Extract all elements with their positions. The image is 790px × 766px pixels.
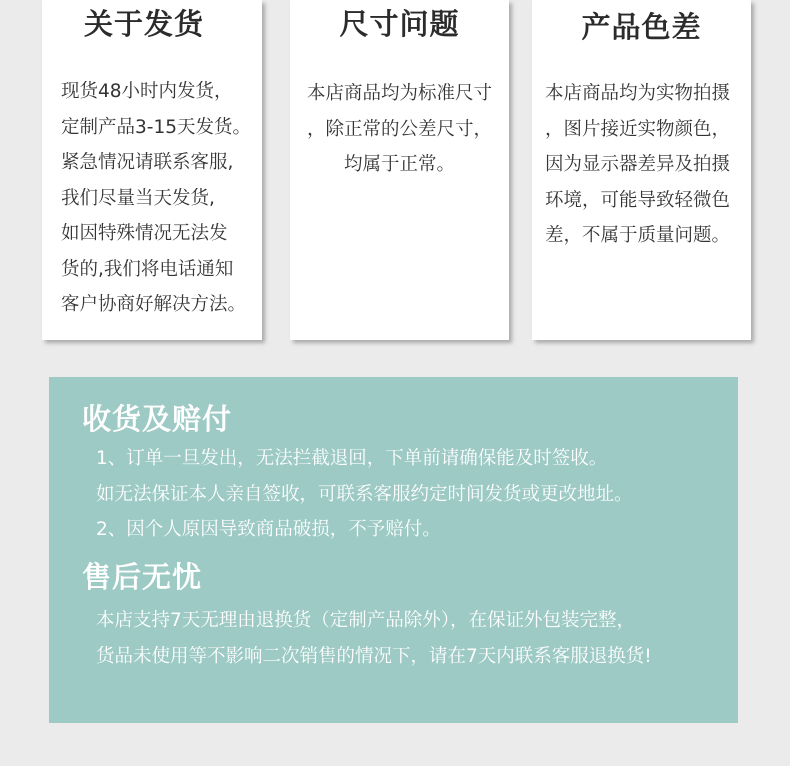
shipping-card-title: 关于发货 bbox=[83, 7, 204, 41]
card-text-line: 货的,我们将电话通知 bbox=[61, 258, 234, 280]
card-text-line: 环境，可能导致轻微色 bbox=[545, 189, 731, 211]
size-card-title: 尺寸问题 bbox=[339, 7, 460, 41]
card-text-line: 紧急情况请联系客服, bbox=[61, 152, 234, 173]
card-text-line: 本店商品均为实物拍摄 bbox=[545, 83, 731, 104]
card-text-line: 本店商品均为标准尺寸 bbox=[306, 83, 492, 104]
card-text-line: 现货48小时内发货， bbox=[61, 81, 233, 102]
policy-text-line: 货品未使用等不影响二次销售的情况下，请在7天内联系客服退换货! bbox=[96, 645, 652, 667]
card-text-line: 因为显示器差异及拍摄 bbox=[545, 154, 731, 175]
card-text-line: ，除正常的公差尺寸， bbox=[306, 118, 492, 140]
color-card-title: 产品色差 bbox=[581, 10, 702, 44]
policy-text-line: 如无法保证本人亲自签收，可联系客服约定时间发货或更改地址。 bbox=[96, 483, 633, 505]
size-info-card bbox=[290, 0, 509, 340]
policy-text-line: 本店支持7天无理由退换货（定制产品除外），在保证外包装完整， bbox=[96, 610, 636, 631]
receipt-compensation-title: 收货及赔付 bbox=[82, 402, 233, 436]
card-text-line: 定制产品3-15天发货。 bbox=[61, 116, 251, 138]
policy-panel bbox=[49, 377, 738, 723]
after-sales-title: 售后无忧 bbox=[82, 560, 203, 594]
color-card-body bbox=[545, 76, 730, 254]
shipping-info-card bbox=[42, 0, 262, 340]
policy-text-line: 2、因个人原因导致商品破损，不予赔付。 bbox=[96, 519, 441, 540]
card-text-line: 客户协商好解决方法。 bbox=[61, 294, 247, 315]
card-text-line: 我们尽量当天发货, bbox=[61, 187, 215, 209]
card-text-line: 如因特殊情况无法发 bbox=[61, 223, 228, 244]
color-difference-card bbox=[532, 0, 751, 340]
card-text-line: 均属于正常。 bbox=[343, 154, 455, 175]
card-text-line: 差，不属于质量问题。 bbox=[545, 225, 731, 246]
receipt-compensation-body bbox=[96, 441, 633, 548]
after-sales-body bbox=[96, 603, 652, 674]
policy-text-line: 1、订单一旦发出，无法拦截退回，下单前请确保能及时签收。 bbox=[96, 448, 608, 469]
card-text-line: ，图片接近实物颜色， bbox=[545, 118, 731, 140]
shipping-card-body bbox=[61, 74, 251, 323]
size-card-body bbox=[290, 76, 509, 183]
